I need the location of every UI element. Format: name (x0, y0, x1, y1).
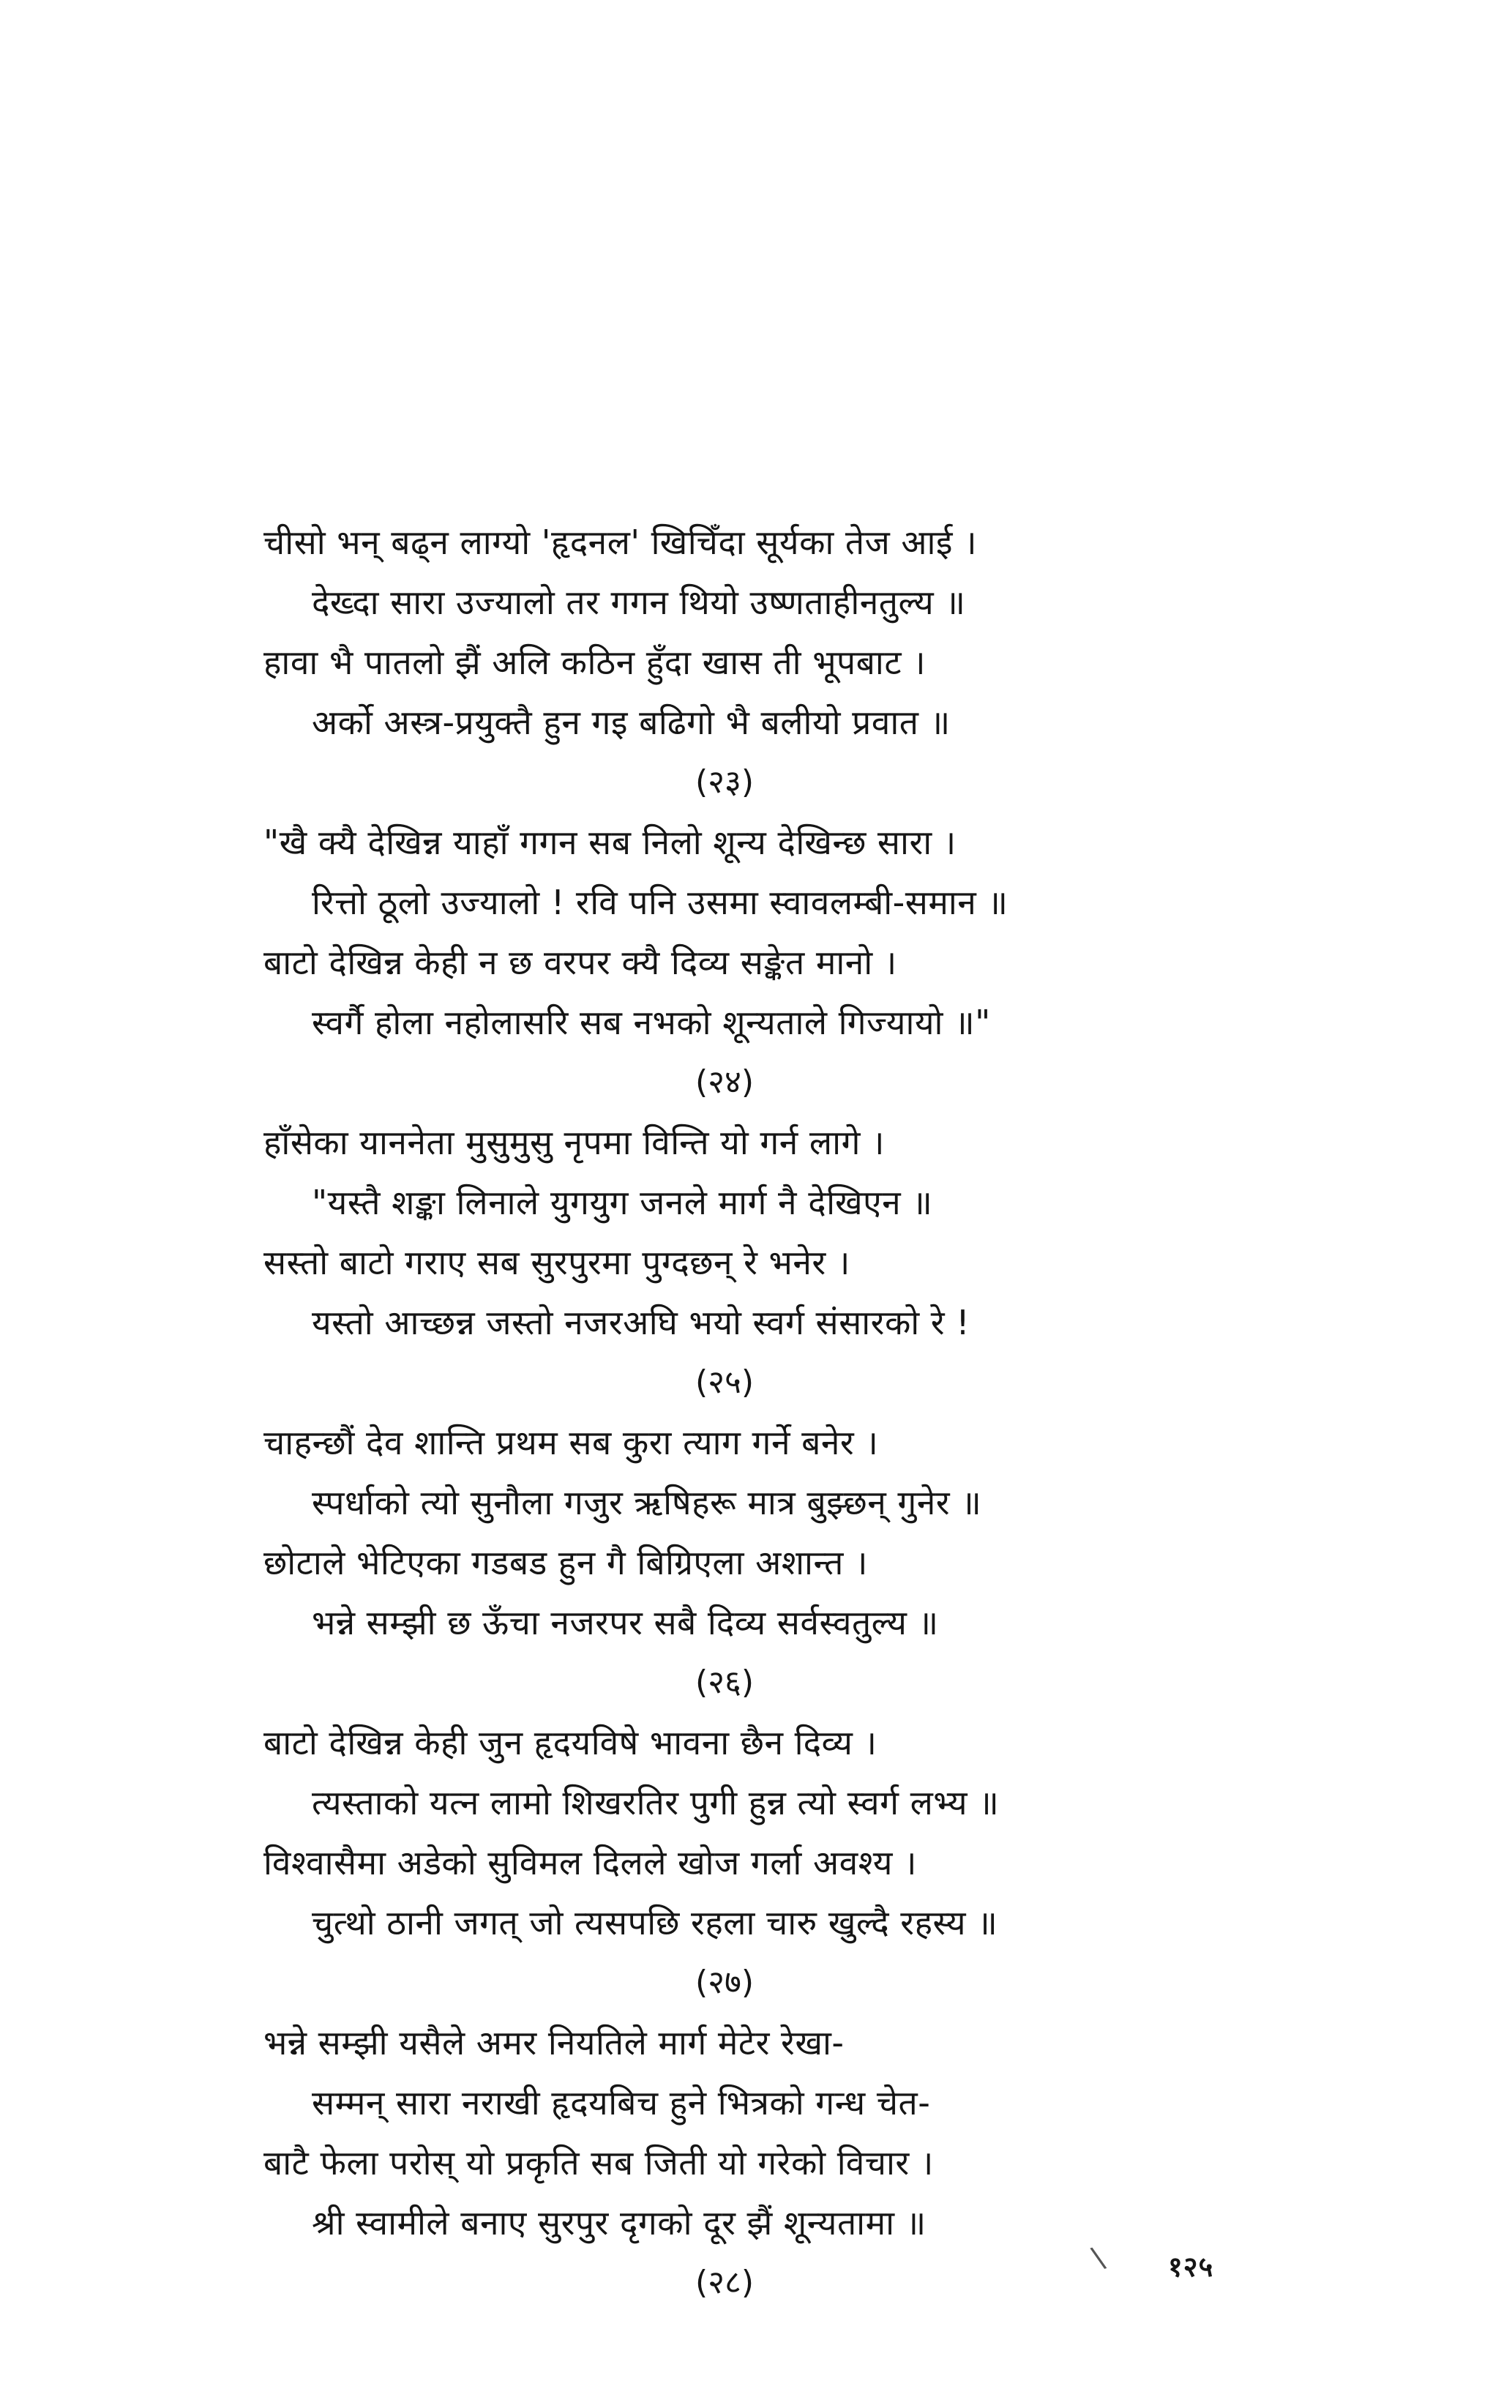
verse-line: छोटाले भेटिएका गडबड हुन गै बिग्रिएला अशान्त । (263, 1543, 868, 1582)
stanza-24 (263, 812, 1215, 1113)
margin-mark: \ (1088, 2240, 1109, 2276)
verse-line: त्यस्ताको यत्न लामो शिखरतिर पुगी हुन्न त्यो स्वर्ग लभ्य ॥ (312, 1783, 1000, 1822)
verse-line: चुत्थो ठानी जगत् जो त्यसपछि रहला चारु खुल्दै रहस्य ॥ (312, 1903, 998, 1943)
stanza-25 (263, 1113, 1215, 1413)
verse-line: विश्वासैमा अडेको सुविमल दिलले खोज गर्ला अवश्य । (263, 1843, 917, 1882)
verse-line: "खै क्यै देखिन्न याहाँ गगन सब निलो शून्य देखिन्छ सारा । (263, 823, 957, 862)
stanza-27 (263, 1713, 1215, 2013)
poem-body (263, 512, 1215, 2313)
verse-line: चाहन्छौं देव शान्ति प्रथम सब कुरा त्याग गर्ने बनेर । (263, 1423, 879, 1462)
stanza-28 (263, 2013, 1215, 2313)
verse-line: अर्को अस्त्र-प्रयुक्तै हुन गइ बढिगो भै बलीयो प्रवात ॥ (312, 703, 951, 742)
stanza-number: (२३) (695, 763, 755, 801)
verse-line: बाटै फेला परोस् यो प्रकृति सब जिती यो गरेको विचार । (263, 2143, 934, 2183)
verse-line: हाँसेका याननेता मुसुमुसु नृपमा विन्ति यो गर्न लागे । (263, 1123, 885, 1162)
stanza-26 (263, 1413, 1215, 1713)
verse-line: सम्मन् सारा नराखी हृदयबिच हुने भित्रको गन्ध चेत- (312, 2083, 931, 2123)
verse-line: भन्ने सम्झी यसैले अमर नियतिले मार्ग मेटेर रेखा- (263, 2023, 845, 2063)
verse-line: "यस्तै शङ्का लिनाले युगयुग जनले मार्ग नै देखिएन ॥ (312, 1183, 933, 1222)
verse-line: रित्तो ठूलो उज्यालो ! रवि पनि उसमा स्वावलम्बी-समान ॥ (312, 883, 1008, 922)
stanza-number: (२४) (695, 1063, 755, 1101)
verse-line: श्री स्वामीले बनाए सुरपुर दृगको दूर झैं शून्यतामा ॥ (312, 2203, 927, 2243)
verse-line: बाटो देखिन्न केही न छ वरपर क्यै दिव्य सङ्केत मानो । (263, 943, 897, 982)
verse-line: यस्तो आच्छन्न जस्तो नजरअघि भयो स्वर्ग संसारको रे ! (312, 1303, 970, 1342)
stanza-23 (263, 512, 1215, 812)
verse-line: स्पर्धाको त्यो सुनौला गजुर ऋषिहरू मात्र बुझ्छन् गुनेर ॥ (312, 1483, 982, 1522)
stanza-number: (२८) (695, 2264, 755, 2301)
verse-line: भन्ने सम्झी छ ऊँचा नजरपर सबै दिव्य सर्वस्वतुल्य ॥ (312, 1603, 939, 1642)
page-number: १२५ (1168, 2251, 1214, 2283)
verse-line: स्वर्गै होला नहोलासरि सब नभको शून्यताले गिज्यायो ॥" (312, 1003, 991, 1042)
verse-line: देख्दा सारा उज्यालो तर गगन थियो उष्णताहीनतुल्य ॥ (312, 583, 966, 622)
verse-line: सस्तो बाटो गराए सब सुरपुरमा पुग्दछन् रे भनेर । (263, 1243, 850, 1282)
stanza-number: (२७) (695, 1964, 755, 2001)
stanza-number: (२५) (695, 1364, 755, 1401)
stanza-number: (२६) (695, 1664, 755, 1701)
verse-line: हावा भै पातलो झैं अलि कठिन हुँदा खास ती भूपबाट । (263, 643, 927, 682)
verse-line: चीसो भन् बढ्न लाग्यो 'हृदनल' खिचिँदा सूर्यका तेज आई । (263, 523, 978, 562)
verse-line: बाटो देखिन्न केही जुन हृदयविषे भावना छैन दिव्य । (263, 1723, 877, 1762)
